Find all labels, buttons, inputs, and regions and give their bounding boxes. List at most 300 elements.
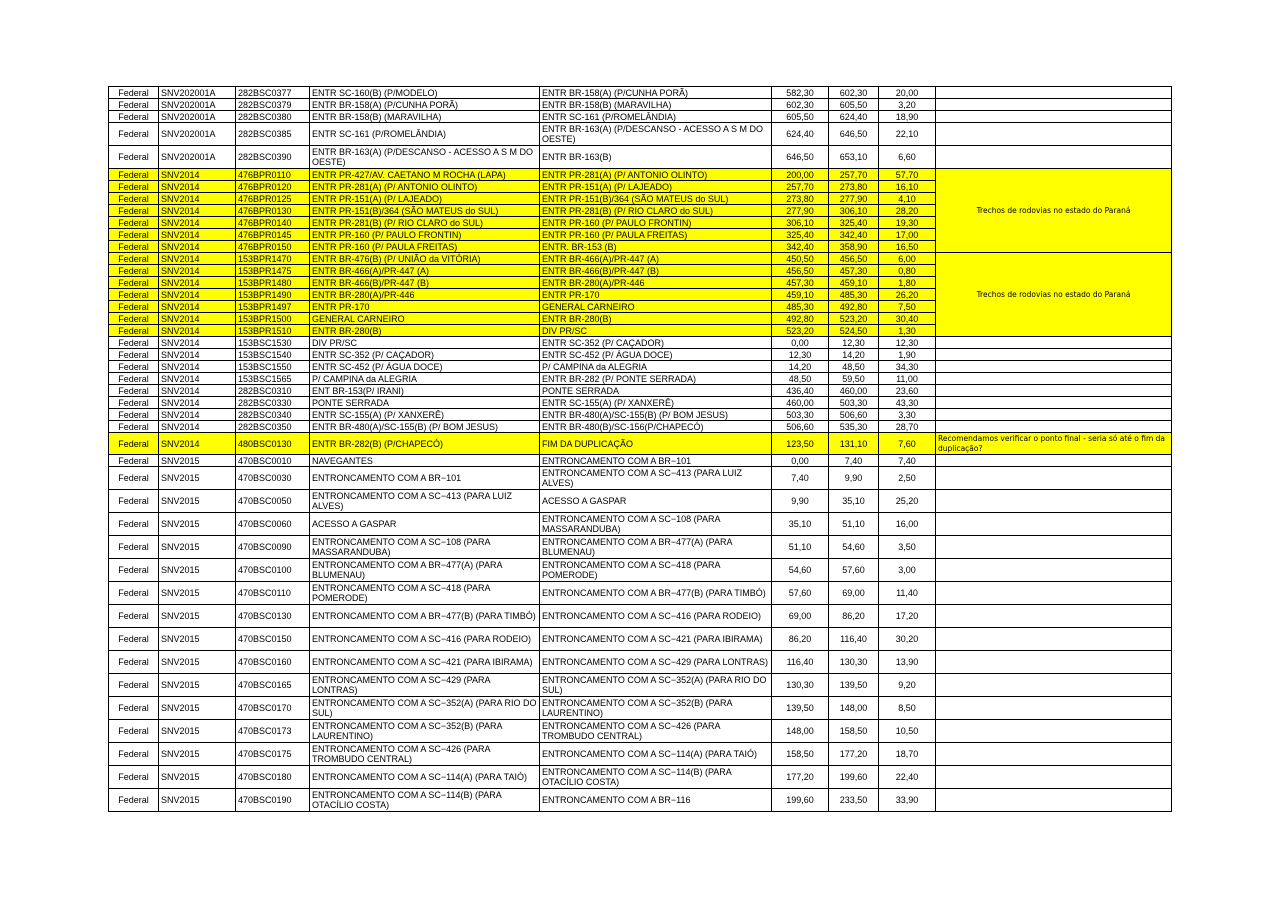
table-row (109, 421, 1172, 433)
table-row (109, 766, 1172, 789)
km-end-cell: 35,10 (829, 490, 879, 513)
observation-cell (936, 349, 1172, 361)
table-row (109, 146, 1172, 169)
segment-code-cell: 470BSC0173 (236, 720, 310, 743)
segment-code-cell: 282BSC0330 (236, 397, 310, 409)
km-start-cell: 199,60 (772, 789, 829, 812)
segment-code-cell: 153BPR1510 (236, 325, 310, 337)
start-point-cell: PONTE SERRADA (310, 397, 540, 409)
sphere-cell: Federal (109, 337, 159, 349)
extension-cell: 22,10 (879, 123, 936, 146)
snv-version-cell: SNV2014 (159, 253, 236, 265)
km-start-cell: 69,00 (772, 605, 829, 628)
start-point-cell: ENTR PR-160 (P/ PAULO FRONTIN) (310, 229, 540, 241)
km-start-cell: 257,70 (772, 181, 829, 193)
extension-cell: 3,50 (879, 536, 936, 559)
end-point-cell: ENTRONCAMENTO COM A SC−114(A) (PARA TAIÓ) (540, 743, 772, 766)
end-point-cell: ENTR PR-281(A) (P/ ANTONIO OLINTO) (540, 169, 772, 181)
extension-cell: 9,20 (879, 674, 936, 697)
snv-version-cell: SNV2014 (159, 361, 236, 373)
table-row (109, 99, 1172, 111)
table-row (109, 349, 1172, 361)
snv-version-cell: SNV2015 (159, 490, 236, 513)
snv-version-cell: SNV2015 (159, 455, 236, 467)
km-start-cell: 200,00 (772, 169, 829, 181)
km-end-cell: 277,90 (829, 193, 879, 205)
start-point-cell: DIV PR/SC (310, 337, 540, 349)
sphere-cell: Federal (109, 349, 159, 361)
end-point-cell: ENTR BR-282 (P/ PONTE SERRADA) (540, 373, 772, 385)
snv-version-cell: SNV2014 (159, 337, 236, 349)
km-end-cell: 506,60 (829, 409, 879, 421)
snv-version-cell: SNV2014 (159, 265, 236, 277)
segment-code-cell: 476BPR0120 (236, 181, 310, 193)
sphere-cell: Federal (109, 651, 159, 674)
start-point-cell: ENTR BR-280(A)/PR-446 (310, 289, 540, 301)
km-start-cell: 624,40 (772, 123, 829, 146)
sphere-cell: Federal (109, 720, 159, 743)
table-row (109, 559, 1172, 582)
start-point-cell: ENTR SC-352 (P/ CAÇADOR) (310, 349, 540, 361)
snv-version-cell: SNV2015 (159, 628, 236, 651)
segment-code-cell: 282BSC0385 (236, 123, 310, 146)
observation-cell (936, 789, 1172, 812)
extension-cell: 16,50 (879, 241, 936, 253)
observation-cell (936, 455, 1172, 467)
end-point-cell: ENTR BR-466(B)/PR-447 (B) (540, 265, 772, 277)
observation-cell (936, 605, 1172, 628)
km-end-cell: 233,50 (829, 789, 879, 812)
extension-cell: 16,10 (879, 181, 936, 193)
extension-cell: 25,20 (879, 490, 936, 513)
km-start-cell: 57,60 (772, 582, 829, 605)
segment-code-cell: 282BSC0379 (236, 99, 310, 111)
sphere-cell: Federal (109, 301, 159, 313)
km-end-cell: 342,40 (829, 229, 879, 241)
km-start-cell: 503,30 (772, 409, 829, 421)
end-point-cell: GENERAL CARNEIRO (540, 301, 772, 313)
observation-cell (936, 146, 1172, 169)
km-end-cell: 130,30 (829, 651, 879, 674)
snv-version-cell: SNV2014 (159, 433, 236, 455)
snv-version-cell: SNV2015 (159, 697, 236, 720)
extension-cell: 6,00 (879, 253, 936, 265)
observation-cell (936, 674, 1172, 697)
sphere-cell: Federal (109, 605, 159, 628)
extension-cell: 4,10 (879, 193, 936, 205)
sphere-cell: Federal (109, 433, 159, 455)
segment-code-cell: 470BSC0180 (236, 766, 310, 789)
start-point-cell: ENTR BR-476(B) (P/ UNIÃO da VITÓRIA) (310, 253, 540, 265)
sphere-cell: Federal (109, 397, 159, 409)
sphere-cell: Federal (109, 169, 159, 181)
start-point-cell: ENTRONCAMENTO COM A SC−426 (PARA TROMBUDO CENTRAL) (310, 743, 540, 766)
extension-cell: 3,20 (879, 99, 936, 111)
snv-version-cell: SNV202001A (159, 99, 236, 111)
extension-cell: 22,40 (879, 766, 936, 789)
snv-version-cell: SNV2014 (159, 217, 236, 229)
start-point-cell: ENTRONCAMENTO COM A SC−352(A) (PARA RIO DO SUL) (310, 697, 540, 720)
km-end-cell: 524,50 (829, 325, 879, 337)
start-point-cell: ENTR BR-158(A) (P/CUNHA PORÃ) (310, 99, 540, 111)
snv-version-cell: SNV2014 (159, 301, 236, 313)
table-row (109, 536, 1172, 559)
end-point-cell: ENTRONCAMENTO COM A SC−352(A) (PARA RIO DO SUL) (540, 674, 772, 697)
start-point-cell: ENTRONCAMENTO COM A SC−114(A) (PARA TAIÓ) (310, 766, 540, 789)
extension-cell: 28,20 (879, 205, 936, 217)
km-start-cell: 130,30 (772, 674, 829, 697)
km-end-cell: 485,30 (829, 289, 879, 301)
km-start-cell: 0,00 (772, 455, 829, 467)
segment-code-cell: 470BSC0165 (236, 674, 310, 697)
km-start-cell: 342,40 (772, 241, 829, 253)
table-row (109, 409, 1172, 421)
km-start-cell: 158,50 (772, 743, 829, 766)
end-point-cell: ENTR BR-158(B) (MARAVILHA) (540, 99, 772, 111)
start-point-cell: ENTR PR-170 (310, 301, 540, 313)
snv-version-cell: SNV202001A (159, 87, 236, 99)
sphere-cell: Federal (109, 455, 159, 467)
start-point-cell: ENTR BR-466(A)/PR-447 (A) (310, 265, 540, 277)
extension-cell: 17,20 (879, 605, 936, 628)
sphere-cell: Federal (109, 111, 159, 123)
start-point-cell: ENTR PR-281(A) (P/ ANTONIO OLINTO) (310, 181, 540, 193)
segment-code-cell: 476BPR0125 (236, 193, 310, 205)
start-point-cell: ENTRONCAMENTO COM A SC−114(B) (PARA OTACÍLIO COSTA) (310, 789, 540, 812)
segment-code-cell: 153BPR1490 (236, 289, 310, 301)
extension-cell: 1,90 (879, 349, 936, 361)
segment-code-cell: 476BPR0150 (236, 241, 310, 253)
end-point-cell: ENTR SC-452 (P/ ÁGUA DOCE) (540, 349, 772, 361)
end-point-cell: ENTRONCAMENTO COM A SC−114(B) (PARA OTACÍLIO COSTA) (540, 766, 772, 789)
segment-code-cell: 282BSC0310 (236, 385, 310, 397)
sphere-cell: Federal (109, 313, 159, 325)
start-point-cell: ENTR PR-427/AV. CAETANO M ROCHA (LAPA) (310, 169, 540, 181)
segment-code-cell: 470BSC0010 (236, 455, 310, 467)
km-start-cell: 646,50 (772, 146, 829, 169)
snv-version-cell: SNV2015 (159, 559, 236, 582)
table-row (109, 720, 1172, 743)
start-point-cell: ENTRONCAMENTO COM A SC−418 (PARA POMERODE) (310, 582, 540, 605)
start-point-cell: ENTR SC-452 (P/ ÁGUA DOCE) (310, 361, 540, 373)
start-point-cell: ACESSO A GASPAR (310, 513, 540, 536)
km-start-cell: 9,90 (772, 490, 829, 513)
start-point-cell: ENTRONCAMENTO COM A BR−101 (310, 467, 540, 490)
km-start-cell: 523,20 (772, 325, 829, 337)
start-point-cell: ENTRONCAMENTO COM A SC−421 (PARA IBIRAMA) (310, 651, 540, 674)
start-point-cell: ENTR BR-480(A)/SC-155(B) (P/ BOM JESUS) (310, 421, 540, 433)
snv-version-cell: SNV2015 (159, 789, 236, 812)
end-point-cell: P/ CAMPINA da ALEGRIA (540, 361, 772, 373)
table-row (109, 169, 1172, 181)
snv-version-cell: SNV2014 (159, 277, 236, 289)
observation-cell (936, 337, 1172, 349)
start-point-cell: NAVEGANTES (310, 455, 540, 467)
sphere-cell: Federal (109, 205, 159, 217)
observation-cell (936, 373, 1172, 385)
start-point-cell: ENTR PR-151(A) (P/ LAJEADO) (310, 193, 540, 205)
km-end-cell: 457,30 (829, 265, 879, 277)
km-start-cell: 506,60 (772, 421, 829, 433)
table-row (109, 111, 1172, 123)
snv-version-cell: SNV2014 (159, 205, 236, 217)
extension-cell: 0,80 (879, 265, 936, 277)
km-start-cell: 139,50 (772, 697, 829, 720)
end-point-cell: ENTR PR-160 (P/ PAULA FREITAS) (540, 229, 772, 241)
segment-code-cell: 470BSC0190 (236, 789, 310, 812)
segment-code-cell: 153BPR1470 (236, 253, 310, 265)
observation-cell (936, 766, 1172, 789)
segment-code-cell: 282BSC0350 (236, 421, 310, 433)
road-segments-table (108, 86, 1172, 812)
observation-cell (936, 421, 1172, 433)
sphere-cell: Federal (109, 409, 159, 421)
end-point-cell: ENTR BR-163(A) (P/DESCANSO - ACESSO A S M DO OESTE) (540, 123, 772, 146)
observation-cell (936, 582, 1172, 605)
snv-version-cell: SNV2015 (159, 467, 236, 490)
sphere-cell: Federal (109, 385, 159, 397)
sphere-cell: Federal (109, 373, 159, 385)
km-end-cell: 535,30 (829, 421, 879, 433)
snv-version-cell: SNV2014 (159, 349, 236, 361)
snv-version-cell: SNV2015 (159, 582, 236, 605)
snv-version-cell: SNV2014 (159, 229, 236, 241)
end-point-cell: ENTRONCAMENTO COM A BR−477(B) (PARA TIMBÓ) (540, 582, 772, 605)
snv-version-cell: SNV2014 (159, 373, 236, 385)
segment-code-cell: 480BSC0130 (236, 433, 310, 455)
km-end-cell: 257,70 (829, 169, 879, 181)
sphere-cell: Federal (109, 559, 159, 582)
sphere-cell: Federal (109, 229, 159, 241)
snv-version-cell: SNV202001A (159, 146, 236, 169)
sphere-cell: Federal (109, 743, 159, 766)
extension-cell: 7,60 (879, 433, 936, 455)
km-start-cell: 54,60 (772, 559, 829, 582)
table-row (109, 433, 1172, 455)
end-point-cell: ENTR SC-352 (P/ CAÇADOR) (540, 337, 772, 349)
km-start-cell: 86,20 (772, 628, 829, 651)
start-point-cell: ENTR BR-280(B) (310, 325, 540, 337)
sphere-cell: Federal (109, 123, 159, 146)
segment-code-cell: 476BPR0130 (236, 205, 310, 217)
km-end-cell: 492,80 (829, 301, 879, 313)
km-end-cell: 523,20 (829, 313, 879, 325)
km-start-cell: 277,90 (772, 205, 829, 217)
segment-code-cell: 153BSC1530 (236, 337, 310, 349)
observation-cell: Trechos de rodovias no estado do Paraná (936, 169, 1172, 253)
extension-cell: 10,50 (879, 720, 936, 743)
extension-cell: 12,30 (879, 337, 936, 349)
end-point-cell: ENTR PR-281(B) (P/ RIO CLARO do SUL) (540, 205, 772, 217)
km-start-cell: 306,10 (772, 217, 829, 229)
observation-cell (936, 513, 1172, 536)
snv-version-cell: SNV202001A (159, 111, 236, 123)
end-point-cell: ENTR BR-280(A)/PR-446 (540, 277, 772, 289)
snv-version-cell: SNV2015 (159, 651, 236, 674)
km-start-cell: 450,50 (772, 253, 829, 265)
start-point-cell: ENTR BR-282(B) (P/CHAPECÓ) (310, 433, 540, 455)
sphere-cell: Federal (109, 87, 159, 99)
km-start-cell: 436,40 (772, 385, 829, 397)
extension-cell: 7,40 (879, 455, 936, 467)
sphere-cell: Federal (109, 467, 159, 490)
km-start-cell: 492,80 (772, 313, 829, 325)
snv-version-cell: SNV2014 (159, 181, 236, 193)
extension-cell: 43,30 (879, 397, 936, 409)
km-end-cell: 9,90 (829, 467, 879, 490)
observation-cell (936, 385, 1172, 397)
sphere-cell: Federal (109, 490, 159, 513)
sphere-cell: Federal (109, 582, 159, 605)
extension-cell: 30,20 (879, 628, 936, 651)
segment-code-cell: 153BSC1540 (236, 349, 310, 361)
km-end-cell: 273,80 (829, 181, 879, 193)
end-point-cell: ENTR BR-163(B) (540, 146, 772, 169)
km-start-cell: 456,50 (772, 265, 829, 277)
snv-version-cell: SNV2015 (159, 720, 236, 743)
table-row (109, 674, 1172, 697)
sphere-cell: Federal (109, 421, 159, 433)
km-start-cell: 273,80 (772, 193, 829, 205)
sphere-cell: Federal (109, 181, 159, 193)
km-end-cell: 306,10 (829, 205, 879, 217)
end-point-cell: DIV PR/SC (540, 325, 772, 337)
km-start-cell: 12,30 (772, 349, 829, 361)
segment-code-cell: 282BSC0377 (236, 87, 310, 99)
start-point-cell: ENTR BR-466(B)/PR-447 (B) (310, 277, 540, 289)
table-row (109, 87, 1172, 99)
table-row (109, 697, 1172, 720)
table-row (109, 513, 1172, 536)
sphere-cell: Federal (109, 674, 159, 697)
segment-code-cell: 476BPR0110 (236, 169, 310, 181)
table-row (109, 651, 1172, 674)
snv-version-cell: SNV2015 (159, 536, 236, 559)
km-start-cell: 177,20 (772, 766, 829, 789)
start-point-cell: ENTRONCAMENTO COM A SC−413 (PARA LUIZ ALVES) (310, 490, 540, 513)
extension-cell: 3,00 (879, 559, 936, 582)
end-point-cell: ENTR PR-151(B)/364 (SÃO MATEUS do SUL) (540, 193, 772, 205)
km-start-cell: 602,30 (772, 99, 829, 111)
snv-version-cell: SNV2014 (159, 241, 236, 253)
segment-code-cell: 476BPR0140 (236, 217, 310, 229)
snv-version-cell: SNV2014 (159, 385, 236, 397)
extension-cell: 11,40 (879, 582, 936, 605)
snv-version-cell: SNV202001A (159, 123, 236, 146)
km-end-cell: 358,90 (829, 241, 879, 253)
table-row (109, 253, 1172, 265)
sphere-cell: Federal (109, 697, 159, 720)
extension-cell: 3,30 (879, 409, 936, 421)
km-end-cell: 459,10 (829, 277, 879, 289)
km-end-cell: 139,50 (829, 674, 879, 697)
sphere-cell: Federal (109, 193, 159, 205)
segment-code-cell: 282BSC0380 (236, 111, 310, 123)
segment-code-cell: 153BPR1497 (236, 301, 310, 313)
observation-cell (936, 361, 1172, 373)
sphere-cell: Federal (109, 536, 159, 559)
sphere-cell: Federal (109, 146, 159, 169)
end-point-cell: ENTR SC-161 (P/ROMELÂNDIA) (540, 111, 772, 123)
segment-code-cell: 470BSC0090 (236, 536, 310, 559)
km-end-cell: 199,60 (829, 766, 879, 789)
extension-cell: 28,70 (879, 421, 936, 433)
start-point-cell: ENTR SC-160(B) (P/MODELO) (310, 87, 540, 99)
extension-cell: 1,30 (879, 325, 936, 337)
km-start-cell: 457,30 (772, 277, 829, 289)
sphere-cell: Federal (109, 265, 159, 277)
km-end-cell: 131,10 (829, 433, 879, 455)
km-start-cell: 459,10 (772, 289, 829, 301)
end-point-cell: ENTR BR-480(A)/SC-155(B) (P/ BOM JESUS) (540, 409, 772, 421)
segment-code-cell: 282BSC0340 (236, 409, 310, 421)
observation-cell (936, 697, 1172, 720)
snv-version-cell: SNV2015 (159, 605, 236, 628)
km-end-cell: 624,40 (829, 111, 879, 123)
sphere-cell: Federal (109, 789, 159, 812)
segment-code-cell: 470BSC0160 (236, 651, 310, 674)
end-point-cell: ENTRONCAMENTO COM A SC−416 (PARA RODEIO) (540, 605, 772, 628)
segment-code-cell: 153BPR1500 (236, 313, 310, 325)
observation-cell (936, 409, 1172, 421)
start-point-cell: ENTRONCAMENTO COM A SC−429 (PARA LONTRAS) (310, 674, 540, 697)
observation-cell (936, 559, 1172, 582)
table-row (109, 385, 1172, 397)
segment-code-cell: 470BSC0130 (236, 605, 310, 628)
km-end-cell: 148,00 (829, 697, 879, 720)
sphere-cell: Federal (109, 277, 159, 289)
extension-cell: 18,90 (879, 111, 936, 123)
end-point-cell: ENTRONCAMENTO COM A BR−101 (540, 455, 772, 467)
extension-cell: 23,60 (879, 385, 936, 397)
end-point-cell: ENTR PR-151(A) (P/ LAJEADO) (540, 181, 772, 193)
km-end-cell: 177,20 (829, 743, 879, 766)
end-point-cell: ENTRONCAMENTO COM A SC−421 (PARA IBIRAMA) (540, 628, 772, 651)
observation-cell (936, 490, 1172, 513)
end-point-cell: ENTRONCAMENTO COM A SC−108 (PARA MASSARANDUBA) (540, 513, 772, 536)
km-end-cell: 325,40 (829, 217, 879, 229)
snv-version-cell: SNV2015 (159, 513, 236, 536)
snv-version-cell: SNV2014 (159, 421, 236, 433)
km-start-cell: 14,20 (772, 361, 829, 373)
snv-version-cell: SNV2015 (159, 743, 236, 766)
start-point-cell: ENTR SC-161 (P/ROMELÂNDIA) (310, 123, 540, 146)
sphere-cell: Federal (109, 361, 159, 373)
sphere-cell: Federal (109, 628, 159, 651)
start-point-cell: ENTR SC-155(A) (P/ XANXERÊ) (310, 409, 540, 421)
segment-code-cell: 470BSC0050 (236, 490, 310, 513)
sphere-cell: Federal (109, 99, 159, 111)
end-point-cell: ENTRONCAMENTO COM A SC−429 (PARA LONTRAS) (540, 651, 772, 674)
table-row (109, 397, 1172, 409)
observation-cell (936, 397, 1172, 409)
observation-cell (936, 536, 1172, 559)
table-row (109, 467, 1172, 490)
observation-cell (936, 720, 1172, 743)
extension-cell: 13,90 (879, 651, 936, 674)
segment-code-cell: 470BSC0060 (236, 513, 310, 536)
km-end-cell: 605,50 (829, 99, 879, 111)
table-row (109, 337, 1172, 349)
start-point-cell: ENTR PR-160 (P/ PAULA FREITAS) (310, 241, 540, 253)
km-start-cell: 48,50 (772, 373, 829, 385)
extension-cell: 57,70 (879, 169, 936, 181)
end-point-cell: ENTRONCAMENTO COM A SC−352(B) (PARA LAURENTINO) (540, 697, 772, 720)
end-point-cell: ENTR PR-170 (540, 289, 772, 301)
km-start-cell: 148,00 (772, 720, 829, 743)
start-point-cell: ENTR PR-281(B) (P/ RIO CLARO do SUL) (310, 217, 540, 229)
end-point-cell: ENTR BR-158(A) (P/CUNHA PORÃ) (540, 87, 772, 99)
